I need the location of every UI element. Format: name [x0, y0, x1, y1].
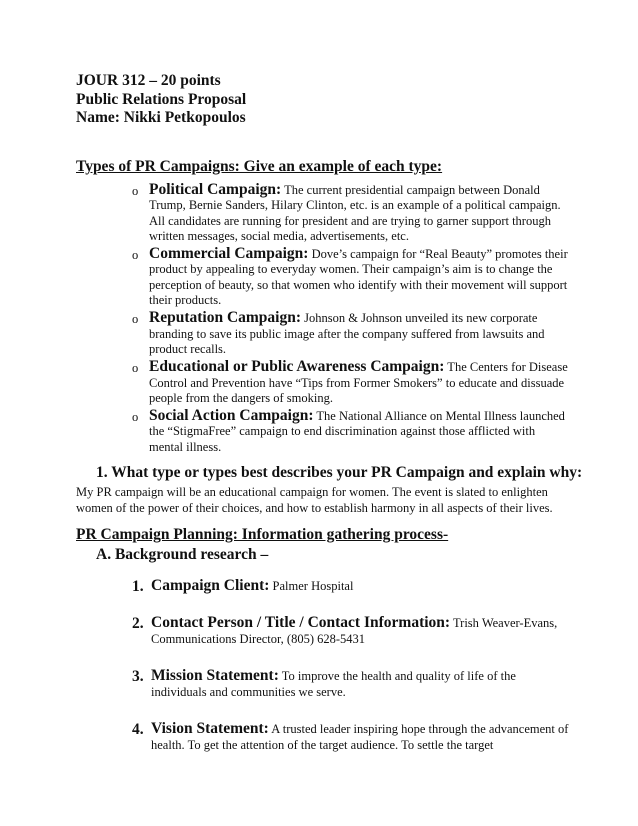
list-item	[132, 668, 572, 700]
question-answer: My PR campaign will be an educational campaign for women. The event is slated to enlighten women of the power of their choices, and how to establish harmony in all aspects of their lives.	[76, 485, 553, 515]
planning-list	[132, 578, 572, 774]
item-label: Educational or Public Awareness Campaign:	[149, 358, 445, 376]
title-line: Public Relations Proposal	[76, 90, 247, 108]
item-label: Campaign Client:	[151, 577, 270, 594]
document-header	[76, 72, 246, 128]
item-label: Vision Statement:	[151, 720, 269, 737]
bullet: o	[132, 248, 139, 263]
types-heading: Types of PR Campaigns: Give an example of each type:	[76, 158, 443, 175]
list-item	[132, 359, 568, 406]
item-number: 2.	[132, 615, 144, 632]
background-research-subheading: A. Background research –	[96, 546, 269, 563]
item-number: 4.	[132, 721, 144, 738]
list-item	[132, 615, 572, 647]
item-text: The Centers for Disease Control and Prevention have “Tips from Former Smokers” to educate and dissuade people from the dangers of smoking.	[149, 360, 568, 405]
bullet: o	[132, 361, 139, 376]
item-label: Reputation Campaign:	[149, 309, 302, 327]
item-label: Political Campaign:	[149, 181, 282, 198]
item-label: Contact Person / Title / Contact Information:	[151, 614, 451, 631]
question-heading: 1. What type or types best describes your PR Campaign and explain why:	[96, 464, 583, 481]
list-item	[132, 721, 572, 753]
item-text: To improve the health and quality of life of the individuals and communities we serve.	[151, 669, 516, 699]
name-line: Name: Nikki Petkopoulos	[76, 109, 246, 126]
list-item	[132, 408, 568, 455]
bullet: o	[132, 410, 139, 425]
item-label: Social Action Campaign:	[149, 407, 314, 425]
item-text: Dove’s campaign for “Real Beauty” promotes their product by appealing to everyday women. Their campaign’s aim is to change the perception of beauty, so that women who identify with their movement will support their products.	[149, 247, 568, 308]
campaign-types-list	[132, 182, 568, 457]
item-number: 1.	[132, 578, 144, 595]
item-text: Trish Weaver-Evans, Communications Director, (805) 628-5431	[151, 616, 558, 646]
list-item	[132, 182, 568, 244]
bullet: o	[132, 312, 139, 327]
item-label: Commercial Campaign:	[149, 245, 309, 263]
list-item	[132, 310, 568, 357]
course-line: JOUR 312 – 20 points	[76, 72, 221, 89]
item-text: The current presidential campaign between Donald Trump, Bernie Sanders, Hilary Clinton, etc. is an example of a political campaign. All candidates are running for president and are trying to garner support through written messages, social media, advertisements, etc.	[149, 183, 561, 243]
item-text: Johnson & Johnson unveiled its new corporate branding to save its public image after the company suffered from lawsuits and product recalls.	[149, 311, 545, 356]
item-label: Mission Statement:	[151, 667, 279, 684]
bullet: o	[132, 184, 139, 198]
item-text: The National Alliance on Mental Illness launched the “StigmaFree” campaign to end discrimination against those afflicted with mental illness.	[149, 409, 565, 454]
list-item	[132, 578, 572, 594]
planning-heading: PR Campaign Planning: Information gathering process-	[76, 526, 449, 543]
list-item	[132, 246, 568, 308]
item-text: Palmer Hospital	[269, 579, 354, 593]
item-number: 3.	[132, 668, 144, 685]
item-text: A trusted leader inspiring hope through the advancement of health. To get the attention of the target audience. To settle the target	[151, 722, 569, 752]
